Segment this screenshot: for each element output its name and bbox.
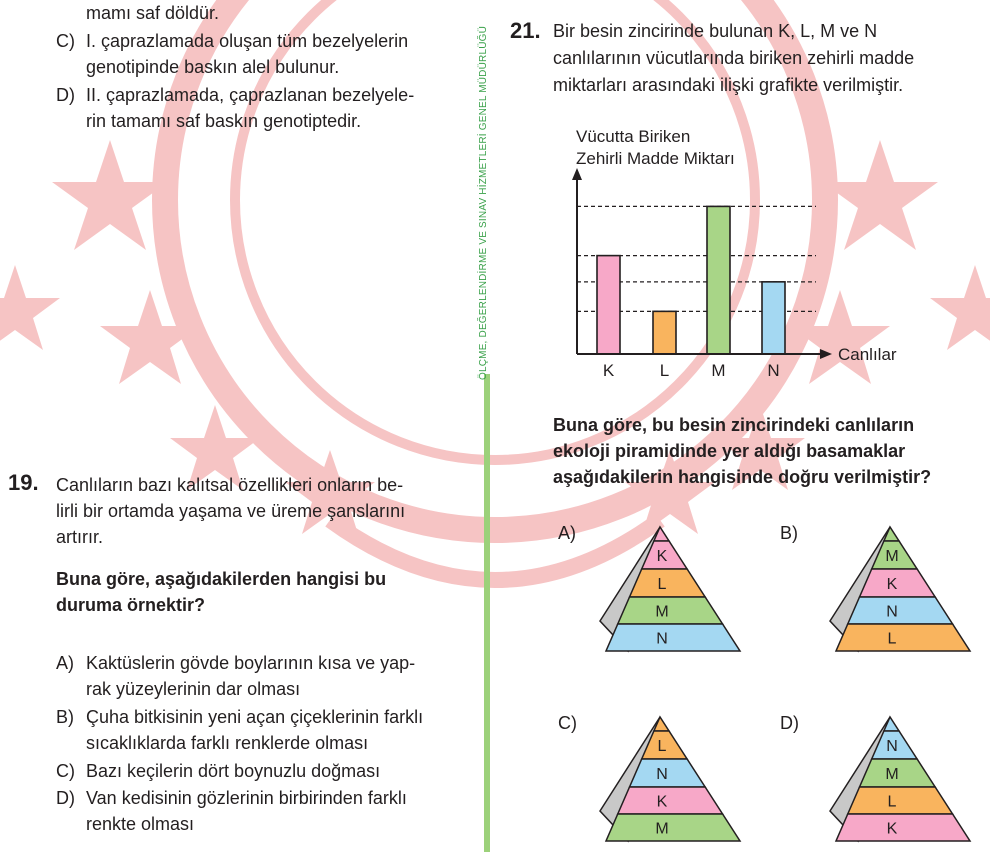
option-d-text[interactable]: Van kedisinin gözlerinin birbirinden farklı xyxy=(86,788,407,808)
tick-label-m: M xyxy=(711,361,726,380)
pyramid-level-l xyxy=(848,787,953,814)
question-prompt: ekoloji piramidinde yer aldığı basamaklar xyxy=(553,441,906,461)
pyramid-level-label: M xyxy=(885,766,899,783)
pyramid-level-label: N xyxy=(656,630,668,648)
option-b-text[interactable]: sıcaklıklarda farklı renklerde olması xyxy=(86,733,369,753)
tick-label-l: L xyxy=(659,361,670,380)
chart-bars xyxy=(597,206,785,354)
pyramid-level-label: L xyxy=(887,630,897,648)
pyramid-level-l xyxy=(836,624,970,651)
option-d-letter[interactable]: D) xyxy=(780,713,799,733)
option-text: genotipinde baskın alel bulunur. xyxy=(86,57,340,77)
chart-tick-labels xyxy=(603,361,780,380)
question-number: 21. xyxy=(510,18,541,43)
pyramid-level-n xyxy=(848,597,953,624)
option-c-letter[interactable]: C) xyxy=(56,761,75,781)
pyramid-level-label: L xyxy=(887,793,897,811)
question-stem: canlılarının vücutlarında biriken zehirli madde xyxy=(553,48,915,68)
chart-ylabel-line1: Vücutta Biriken xyxy=(576,127,691,146)
bar-l xyxy=(653,311,676,354)
question-stem: artırır. xyxy=(56,527,104,547)
pyramid-level-k xyxy=(618,787,723,814)
pyramid-level-label: L xyxy=(657,576,667,593)
pyramid-option-b[interactable] xyxy=(800,525,980,655)
option-b-letter[interactable]: B) xyxy=(780,523,798,543)
pyramid-level-n xyxy=(606,624,740,651)
pyramid-apex xyxy=(884,717,899,731)
question-stem: Bir besin zincirinde bulunan K, L, M ve N xyxy=(553,21,878,41)
question-number: 19. xyxy=(8,470,39,495)
pyramid-apex xyxy=(654,717,669,731)
pyramid-option-c[interactable] xyxy=(570,715,750,845)
tick-label-k: K xyxy=(602,361,615,380)
pyramid-level-label: N xyxy=(886,603,898,621)
question-stem: lirli bir ortamda yaşama ve üreme şanslarını xyxy=(56,501,406,521)
question-stem: Canlıların bazı kalıtsal özellikleri onların be- xyxy=(56,475,404,495)
pyramid-level-m xyxy=(606,814,740,841)
option-d-text[interactable]: renkte olması xyxy=(86,814,195,834)
pyramid-level-label: L xyxy=(657,738,667,755)
y-axis-arrow-icon xyxy=(572,168,582,180)
pyramid-level-k xyxy=(836,814,970,841)
pyramid-apex xyxy=(654,527,669,541)
pyramid-level-label: N xyxy=(886,738,898,755)
pyramid-level-l xyxy=(630,569,706,597)
bar-k xyxy=(597,256,620,354)
question-prompt: duruma örnektir? xyxy=(56,595,206,615)
pyramid-apex xyxy=(884,527,899,541)
option-b-letter[interactable]: B) xyxy=(56,707,74,727)
option-text: I. çaprazlamada oluşan tüm bezelyelerin xyxy=(86,31,409,51)
option-b-text[interactable]: Çuha bitkisinin yeni açan çiçeklerinin farklı xyxy=(86,707,424,727)
pyramid-option-a[interactable] xyxy=(570,525,750,655)
pyramid-level-label: K xyxy=(656,793,668,811)
pyramid-level-label: K xyxy=(656,548,668,565)
column-divider xyxy=(484,374,490,852)
option-a-letter[interactable]: A) xyxy=(558,523,576,543)
pyramid-level-m xyxy=(618,597,723,624)
pyramid-level-label: M xyxy=(655,820,669,838)
question-prompt: aşağıdakilerin hangisinde doğru verilmiştir? xyxy=(553,467,932,487)
option-text: II. çaprazlamada, çaprazlanan bezelyele- xyxy=(86,85,415,105)
side-label: ÖLÇME, DEĞERLENDİRME VE SINAV HİZMETLERİ GENEL MÜDÜRLÜĞÜ xyxy=(478,25,489,380)
pyramid-level-label: K xyxy=(886,820,898,838)
prev-question-line: mamı saf döldür. xyxy=(86,3,220,23)
bar-m xyxy=(707,206,730,354)
question-prompt: Buna göre, aşağıdakilerden hangisi bu xyxy=(56,569,387,589)
option-a-text[interactable]: rak yüzeylerinin dar olması xyxy=(86,679,301,699)
option-text: rin tamamı saf baskın genotiptedir. xyxy=(86,111,362,131)
option-c-letter[interactable]: C) xyxy=(558,713,577,733)
pyramid-level-label: M xyxy=(655,603,669,621)
option-letter: D) xyxy=(56,85,75,105)
x-axis-arrow-icon xyxy=(820,349,832,359)
option-a-text[interactable]: Kaktüslerin gövde boylarının kısa ve yap- xyxy=(86,653,416,673)
chart-ylabel-line2: Zehirli Madde Miktarı xyxy=(576,149,735,168)
pyramid-option-d[interactable] xyxy=(800,715,980,845)
pyramid-level-label: M xyxy=(885,548,899,565)
bar-n xyxy=(762,282,785,354)
pyramid-level-label: K xyxy=(886,576,898,593)
pyramid-level-label: N xyxy=(656,766,668,783)
chart-xlabel: Canlılar xyxy=(838,345,897,364)
option-d-letter[interactable]: D) xyxy=(56,788,75,808)
option-a-letter[interactable]: A) xyxy=(56,653,74,673)
toxin-bar-chart xyxy=(560,120,920,390)
question-prompt: Buna göre, bu besin zincirindeki canlıların xyxy=(553,415,915,435)
option-c-text[interactable]: Bazı keçilerin dört boynuzlu doğması xyxy=(86,761,381,781)
tick-label-n: N xyxy=(767,361,780,380)
option-letter: C) xyxy=(56,31,75,51)
question-stem: miktarları arasındaki ilişki grafikte verilmiştir. xyxy=(553,75,904,95)
